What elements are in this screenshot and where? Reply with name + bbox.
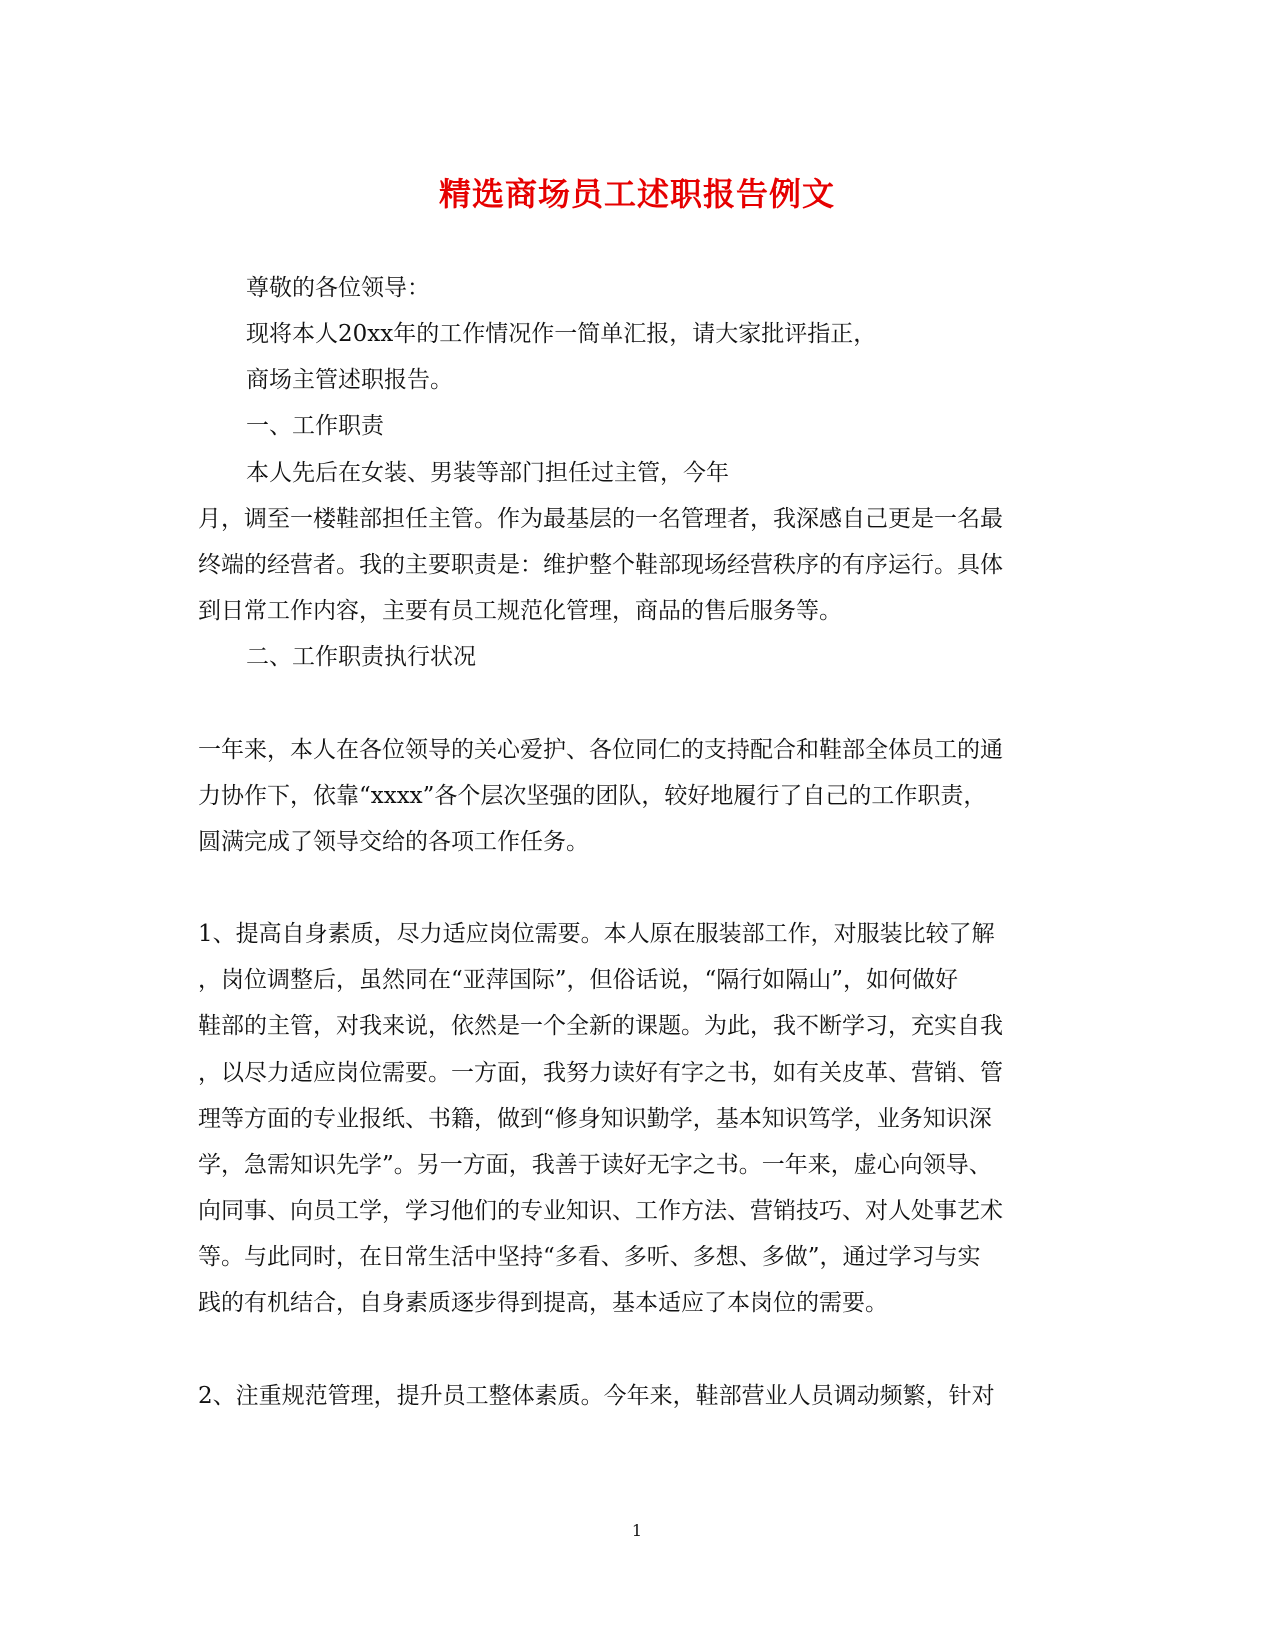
paragraph-line: 向同事、向员工学，学习他们的专业知识、工作方法、营销技巧、对人处事艺术 [198,1198,1003,1224]
paragraph-line: 鞋部的主管，对我来说，依然是一个全新的课题。为此，我不断学习，充实自我 [198,1013,1003,1039]
paragraph-line: 力协作下，依靠“xxxx”各个层次坚强的团队，较好地履行了自己的工作职责， [198,783,987,809]
section-heading-2: 二、工作职责执行状况 [246,644,476,670]
salutation: 尊敬的各位领导： [246,275,430,301]
paragraph-line: 学，急需知识先学”。另一方面，我善于读好无字之书。一年来，虚心向领导、 [198,1152,992,1178]
paragraph-line: 终端的经营者。我的主要职责是：维护整个鞋部现场经营秩序的有序运行。具体 [198,552,1003,578]
paragraph-line: 2、注重规范管理，提升员工整体素质。今年来，鞋部营业人员调动频繁，针对 [198,1383,995,1409]
paragraph-line: 本人先后在女装、男装等部门担任过主管，今年 [246,460,729,486]
paragraph-line: 一年来，本人在各位领导的关心爱护、各位同仁的支持配合和鞋部全体员工的通 [198,737,1003,763]
paragraph-line: 理等方面的专业报纸、书籍，做到“修身知识勤学，基本知识笃学，业务知识深 [198,1106,992,1132]
paragraph-line: 1、提高自身素质，尽力适应岗位需要。本人原在服装部工作，对服装比较了解 [198,921,995,947]
paragraph-line: 商场主管述职报告。 [246,367,453,393]
paragraph-line: 到日常工作内容，主要有员工规范化管理，商品的售后服务等。 [198,598,842,624]
paragraph-line: ，岗位调整后，虽然同在“亚萍国际”，但俗话说，“隔行如隔山”，如何做好 [198,967,959,993]
paragraph-line: 现将本人20xx年的工作情况作一简单汇报，请大家批评指正， [246,321,877,347]
paragraph-line: 等。与此同时，在日常生活中坚持“多看、多听、多想、多做”，通过学习与实 [198,1244,981,1270]
paragraph-line: 践的有机结合，自身素质逐步得到提高，基本适应了本岗位的需要。 [198,1290,888,1316]
page-number: 1 [631,1521,643,1540]
section-heading-1: 一、工作职责 [246,413,384,439]
paragraph-line: 圆满完成了领导交给的各项工作任务。 [198,829,589,855]
document-title: 精选商场员工述职报告例文 [438,175,835,213]
paragraph-line: ，以尽力适应岗位需要。一方面，我努力读好有字之书，如有关皮革、营销、管 [198,1060,1003,1086]
paragraph-line: 月，调至一楼鞋部担任主管。作为最基层的一名管理者，我深感自己更是一名最 [198,506,1003,532]
